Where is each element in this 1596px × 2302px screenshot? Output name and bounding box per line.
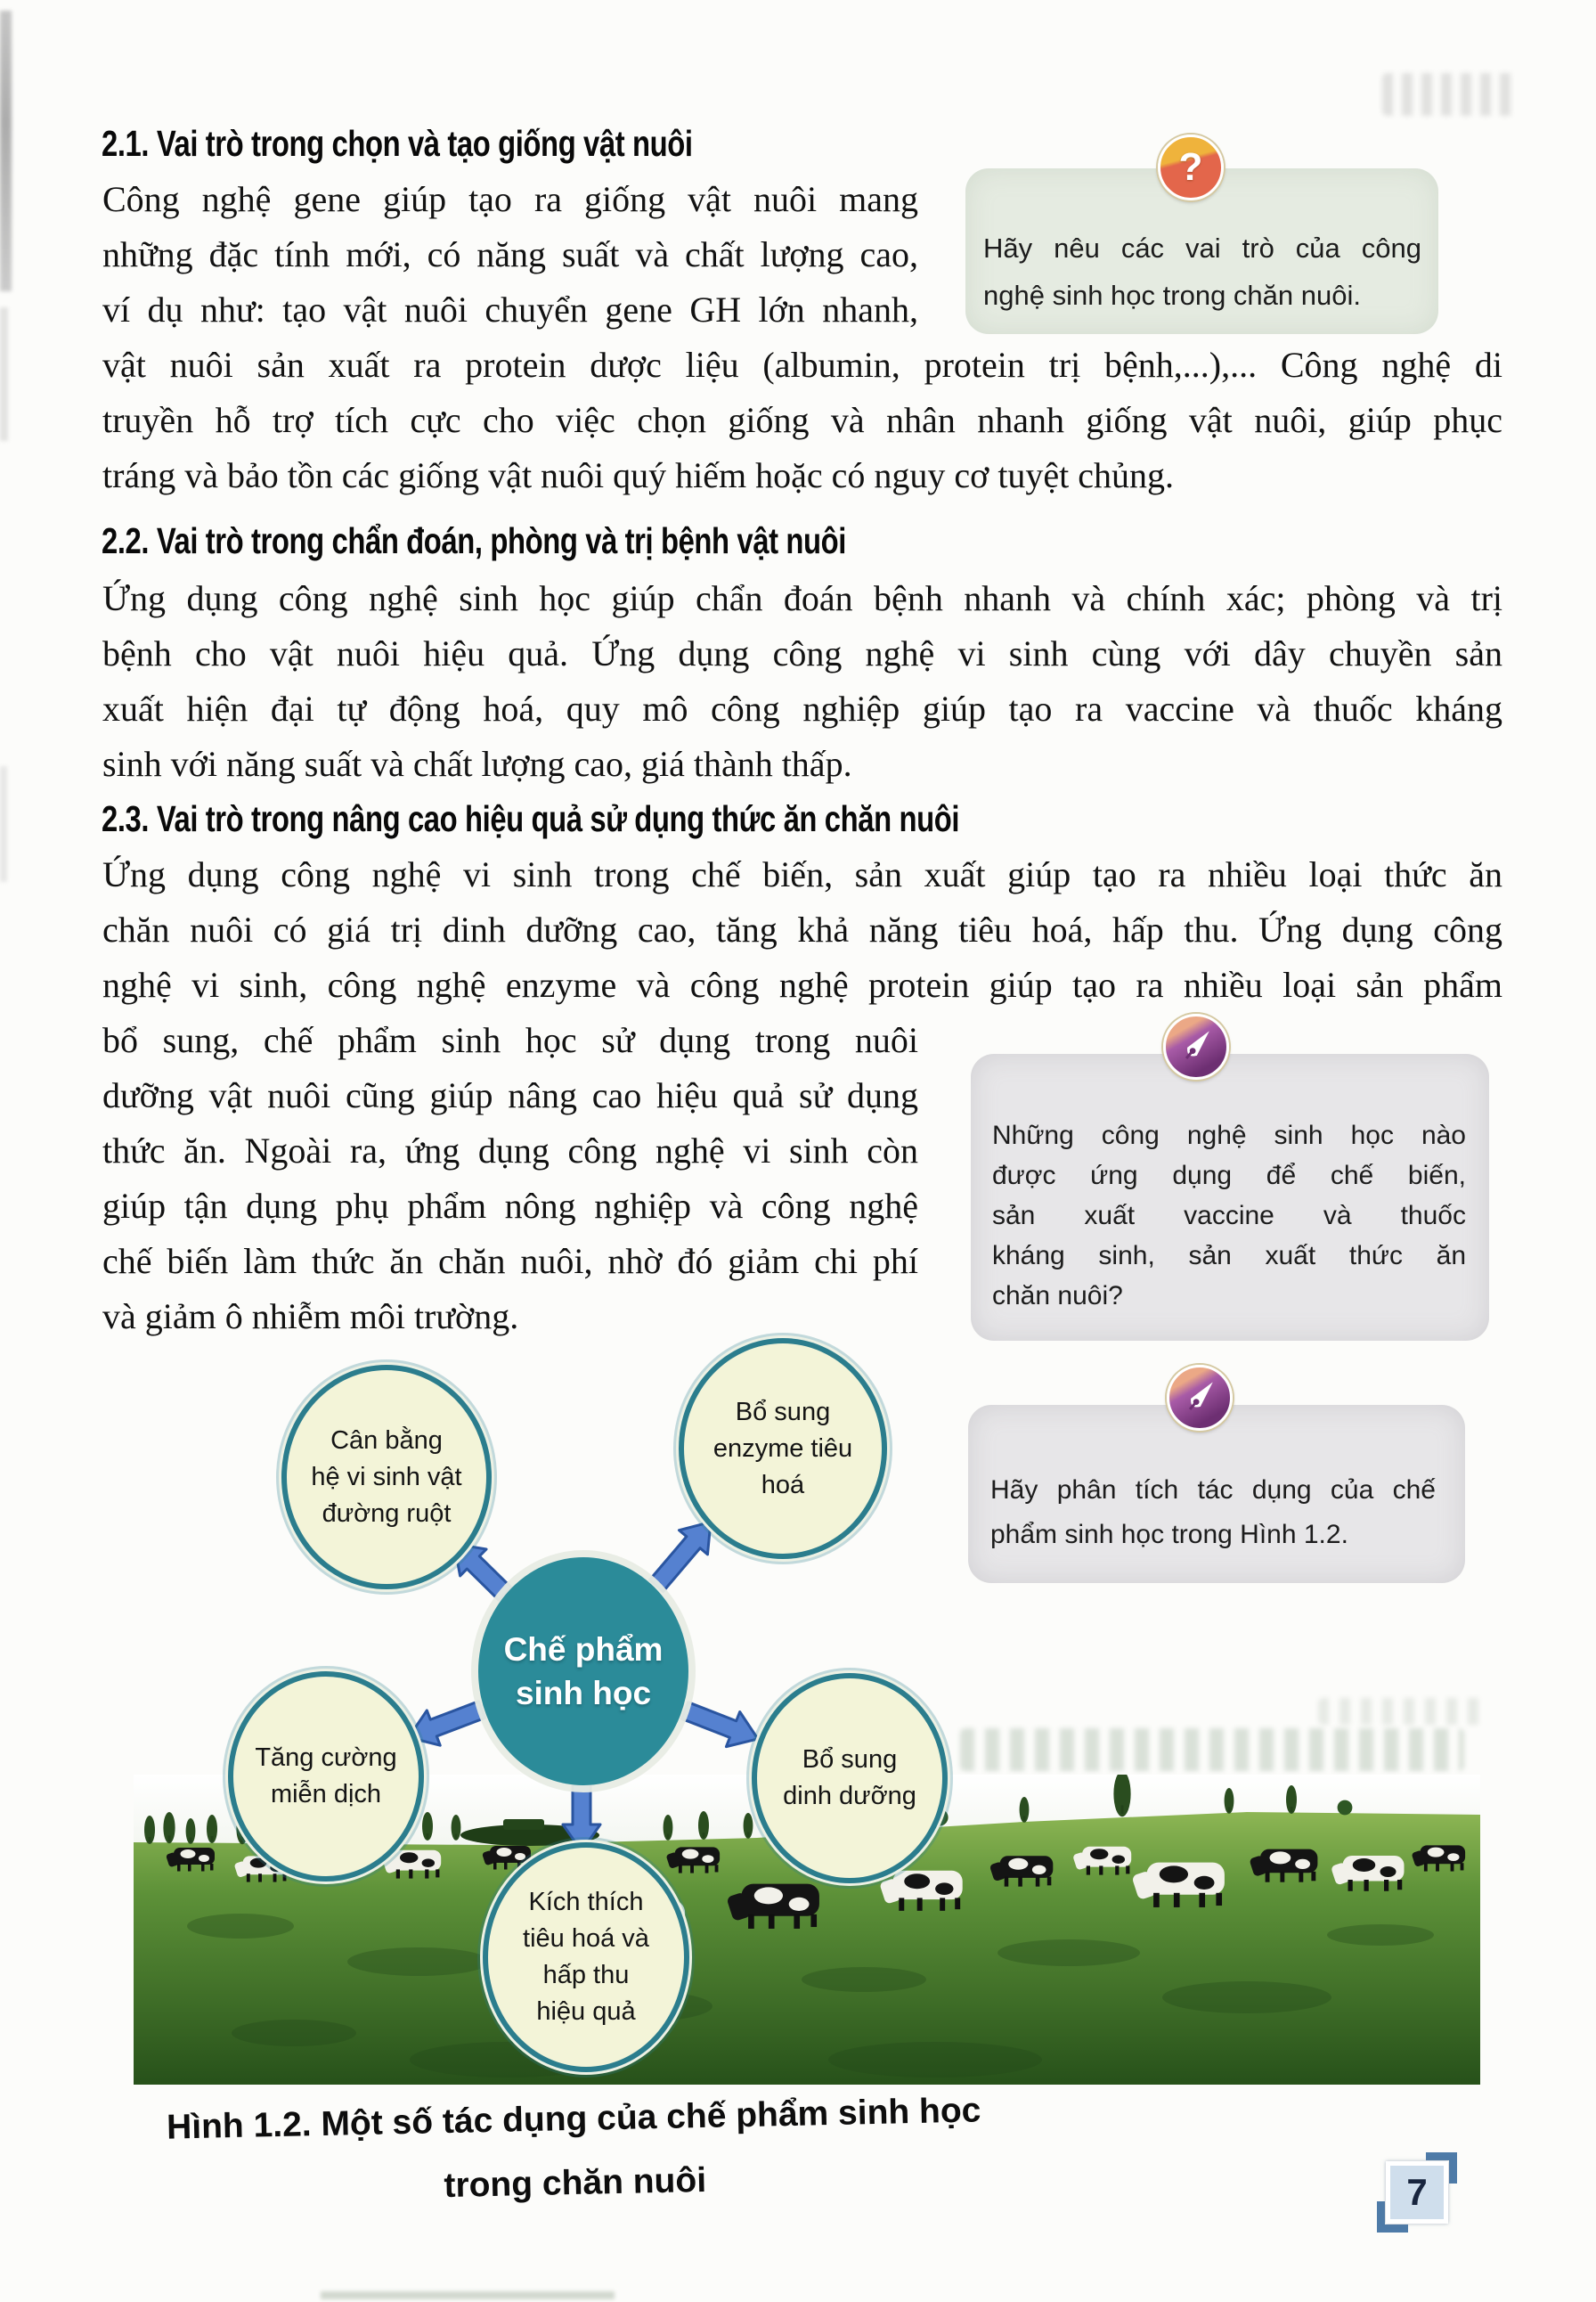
body-line: Công nghệ gene giúp tạo ra giống vật nuôi mang [102,179,918,219]
question-box-text: Hãy nêu các vai trò của công nghệ sinh học trong chăn nuôi. [983,233,1421,311]
pen-nib-glyph [1168,1019,1224,1074]
body-line: ví dụ như: tạo vật nuôi chuyển gene GH lớn nhanh, [102,290,918,330]
body-line: thức ăn. Ngoài ra, ứng dụng công nghệ vi sinh còn [102,1131,918,1171]
scan-edge-strip [0,307,8,441]
body-line: truyền hỗ trợ tích cực cho việc chọn giống và nhân nhanh giống vật nuôi, giúp phục [102,400,1502,440]
task-box-text: Những công nghệ sinh học nào được ứng dụng để chế biến, sản xuất vaccine và thuốc kháng sinh, sản xuất thức ăn chăn nuôi? [992,1121,1466,1310]
body-line: Ứng dụng công nghệ vi sinh trong chế biến, sản xuất giúp tạo ra nhiều loại thức ăn [102,854,1502,894]
diagram-node-digestion: Kích thích tiêu hoá và hấp thu hiệu quả [483,1842,689,2072]
body-line: tráng và bảo tồn các giống vật nuôi quý hiếm hoặc có nguy cơ tuyệt chủng. [102,455,1175,495]
section-heading-2-1: 2.1. Vai trò trong chọn và tạo giống vật nuôi [102,123,693,164]
scan-edge-strip [0,766,7,882]
question-mark-icon: ? [1158,135,1224,200]
body-line: giúp tận dụng phụ phẩm nông nghiệp và công nghệ [102,1186,918,1226]
body-line: vật nuôi sản xuất ra protein dược liệu (albumin, protein trị bệnh,...),... Công nghệ di [102,345,1502,385]
body-line: bổ sung, chế phẩm sinh học sử dụng trong nuôi [102,1020,918,1060]
body-line: nghệ vi sinh, công nghệ enzyme và công nghệ protein giúp tạo ra nhiều loại sản phẩm [102,965,1502,1005]
body-line: dưỡng vật nuôi cũng giúp nâng cao hiệu quả sử dụng [102,1075,918,1115]
body-line: chế biến làm thức ăn chăn nuôi, nhờ đó giảm chi phí [102,1241,918,1281]
body-line: chăn nuôi có giá trị dinh dưỡng cao, tăng khả năng tiêu hoá, hấp thu. Ứng dụng công [102,910,1502,950]
diagram-node-enzyme: Bổ sung enzyme tiêu hoá [679,1338,887,1559]
diagram-node-gut-flora: Cân bằng hệ vi sinh vật đường ruột [281,1365,492,1589]
diagram-center-node: Chế phẩm sinh học [478,1557,688,1785]
pen-icon [1163,1014,1229,1080]
body-line: và giảm ô nhiễm môi trường. [102,1296,519,1336]
pen-nib-glyph [1172,1370,1227,1425]
arrow-to-digestion [563,1784,600,1851]
bleed-through-marks [960,1728,1464,1771]
diagram-node-nutrition: Bổ sung dinh dưỡng [752,1673,948,1883]
arrow-to-nutrition [678,1693,764,1756]
bleed-through-marks [1318,1698,1487,1725]
body-line: sinh với năng suất và chất lượng cao, giá thành thấp. [102,744,852,784]
section-heading-2-2: 2.2. Vai trò trong chẩn đoán, phòng và trị bệnh vật nuôi [102,520,846,561]
page-number: 7 [1386,2161,1448,2224]
bleed-through-marks [1382,73,1516,116]
figure-caption: Hình 1.2. Một số tác dụng của chế phẩm sinh học trong chăn nuôi [166,2091,981,2206]
section-heading-2-3: 2.3. Vai trò trong nâng cao hiệu quả sử dụng thức ăn chăn nuôi [102,798,960,839]
body-line: Ứng dụng công nghệ sinh học giúp chẩn đoán bệnh nhanh và chính xác; phòng và trị [102,578,1502,618]
scan-edge-strip [0,11,12,291]
diagram-node-immunity: Tăng cường miễn dịch [228,1671,424,1882]
body-line: bệnh cho vật nuôi hiệu quả. Ứng dụng công nghệ vi sinh cùng với dây chuyền sản [102,633,1502,673]
pen-icon [1167,1365,1233,1431]
body-line: những đặc tính mới, có năng suất và chất lượng cao, [102,234,918,274]
page-number-badge [1380,2156,1454,2229]
scan-bottom-streak [321,2291,615,2299]
body-line: xuất hiện đại tự động hoá, quy mô công nghiệp giúp tạo ra vaccine và thuốc kháng [102,689,1502,729]
task-box-text: Hãy phân tích tác dụng của chế phẩm sinh học trong Hình 1.2. [990,1475,1436,1549]
